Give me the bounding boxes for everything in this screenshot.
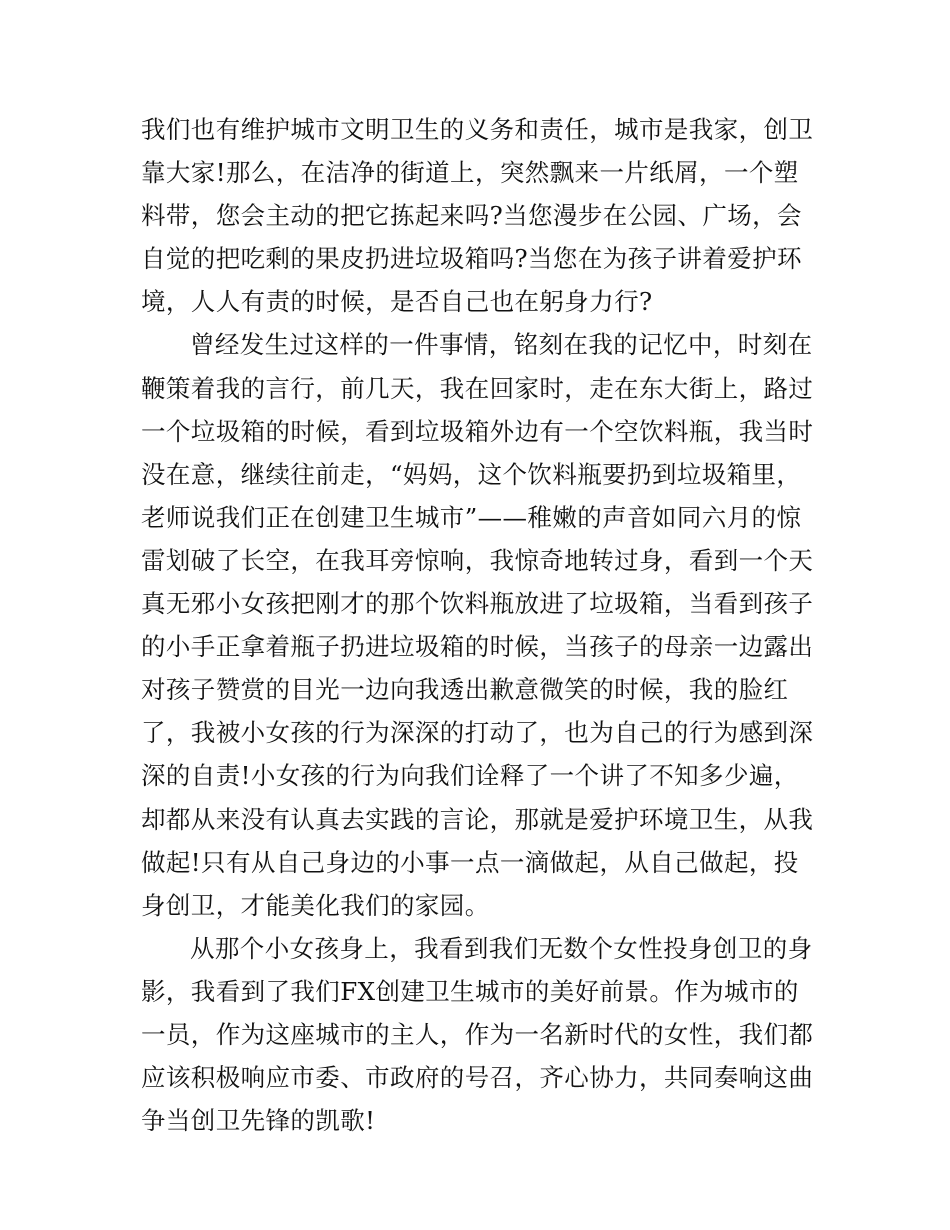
text-line: 老师说我们正在创建卫生城市”——稚嫩的声音如同六月的惊 — [141, 502, 802, 532]
text-line: 争当创卫先锋的凯歌! — [141, 1106, 376, 1136]
text-line: 做起!只有从自己身边的小事一点一滴做起，从自己做起，投 — [141, 847, 799, 877]
text-line: 雷划破了长空，在我耳旁惊响，我惊奇地转过身，看到一个天 — [141, 545, 814, 575]
text-line: 深的自责!小女孩的行为向我们诠释了一个讲了不知多少遍， — [141, 761, 799, 791]
text-line: 境，人人有责的时候，是否自己也在躬身力行? — [141, 287, 653, 317]
text-line: 料带，您会主动的把它拣起来吗?当您漫步在公园、广场，会 — [141, 201, 802, 231]
text-line: 鞭策着我的言行，前几天，我在回家时，走在东大街上，路过 — [141, 373, 814, 403]
text-line: 我们也有维护城市文明卫生的义务和责任，城市是我家，创卫 — [141, 115, 814, 144]
text-line: 真无邪小女孩把刚才的那个饮料瓶放进了垃圾箱，当看到孩子 — [141, 589, 814, 619]
text-line: 自觉的把吃剩的果皮扔进垃圾箱吗?当您在为孩子讲着爱护环 — [141, 244, 802, 274]
text-line: 一个垃圾箱的时候，看到垃圾箱外边有一个空饮料瓶，我当时 — [141, 416, 814, 446]
document-body — [141, 108, 821, 1142]
text-line: 对孩子赞赏的目光一边向我透出歉意微笑的时候，我的脸红 — [141, 675, 789, 705]
text-line: 一员，作为这座城市的主人，作为一名新时代的女性，我们都 — [141, 1019, 814, 1049]
text-line: 身创卫，才能美化我们的家园。 — [141, 890, 490, 920]
paragraph — [141, 108, 821, 323]
paragraph — [141, 323, 821, 926]
text-line: 应该积极响应市委、市政府的号召，齐心协力，共同奏响这曲 — [141, 1063, 814, 1093]
text-line: 却都从来没有认真去实践的言论，那就是爱护环境卫生，从我 — [141, 804, 814, 834]
text-line: 没在意，继续往前走，“妈妈，这个饮料瓶要扔到垃圾箱里， — [141, 459, 802, 489]
text-line: 的小手正拿着瓶子扔进垃圾箱的时候，当孩子的母亲一边露出 — [141, 632, 814, 662]
text-line: 影，我看到了我们FX创建卫生城市的美好前景。作为城市的 — [141, 976, 799, 1006]
paragraph — [141, 927, 821, 1142]
text-line: 曾经发生过这样的一件事情，铭刻在我的记忆中，时刻在 — [190, 330, 813, 360]
text-line: 靠大家!那么，在洁净的街道上，突然飘来一片纸屑，一个塑 — [141, 158, 799, 188]
text-line: 了，我被小女孩的行为深深的打动了，也为自己的行为感到深 — [141, 718, 814, 748]
text-line: 从那个小女孩身上，我看到我们无数个女性投身创卫的身 — [190, 933, 813, 963]
